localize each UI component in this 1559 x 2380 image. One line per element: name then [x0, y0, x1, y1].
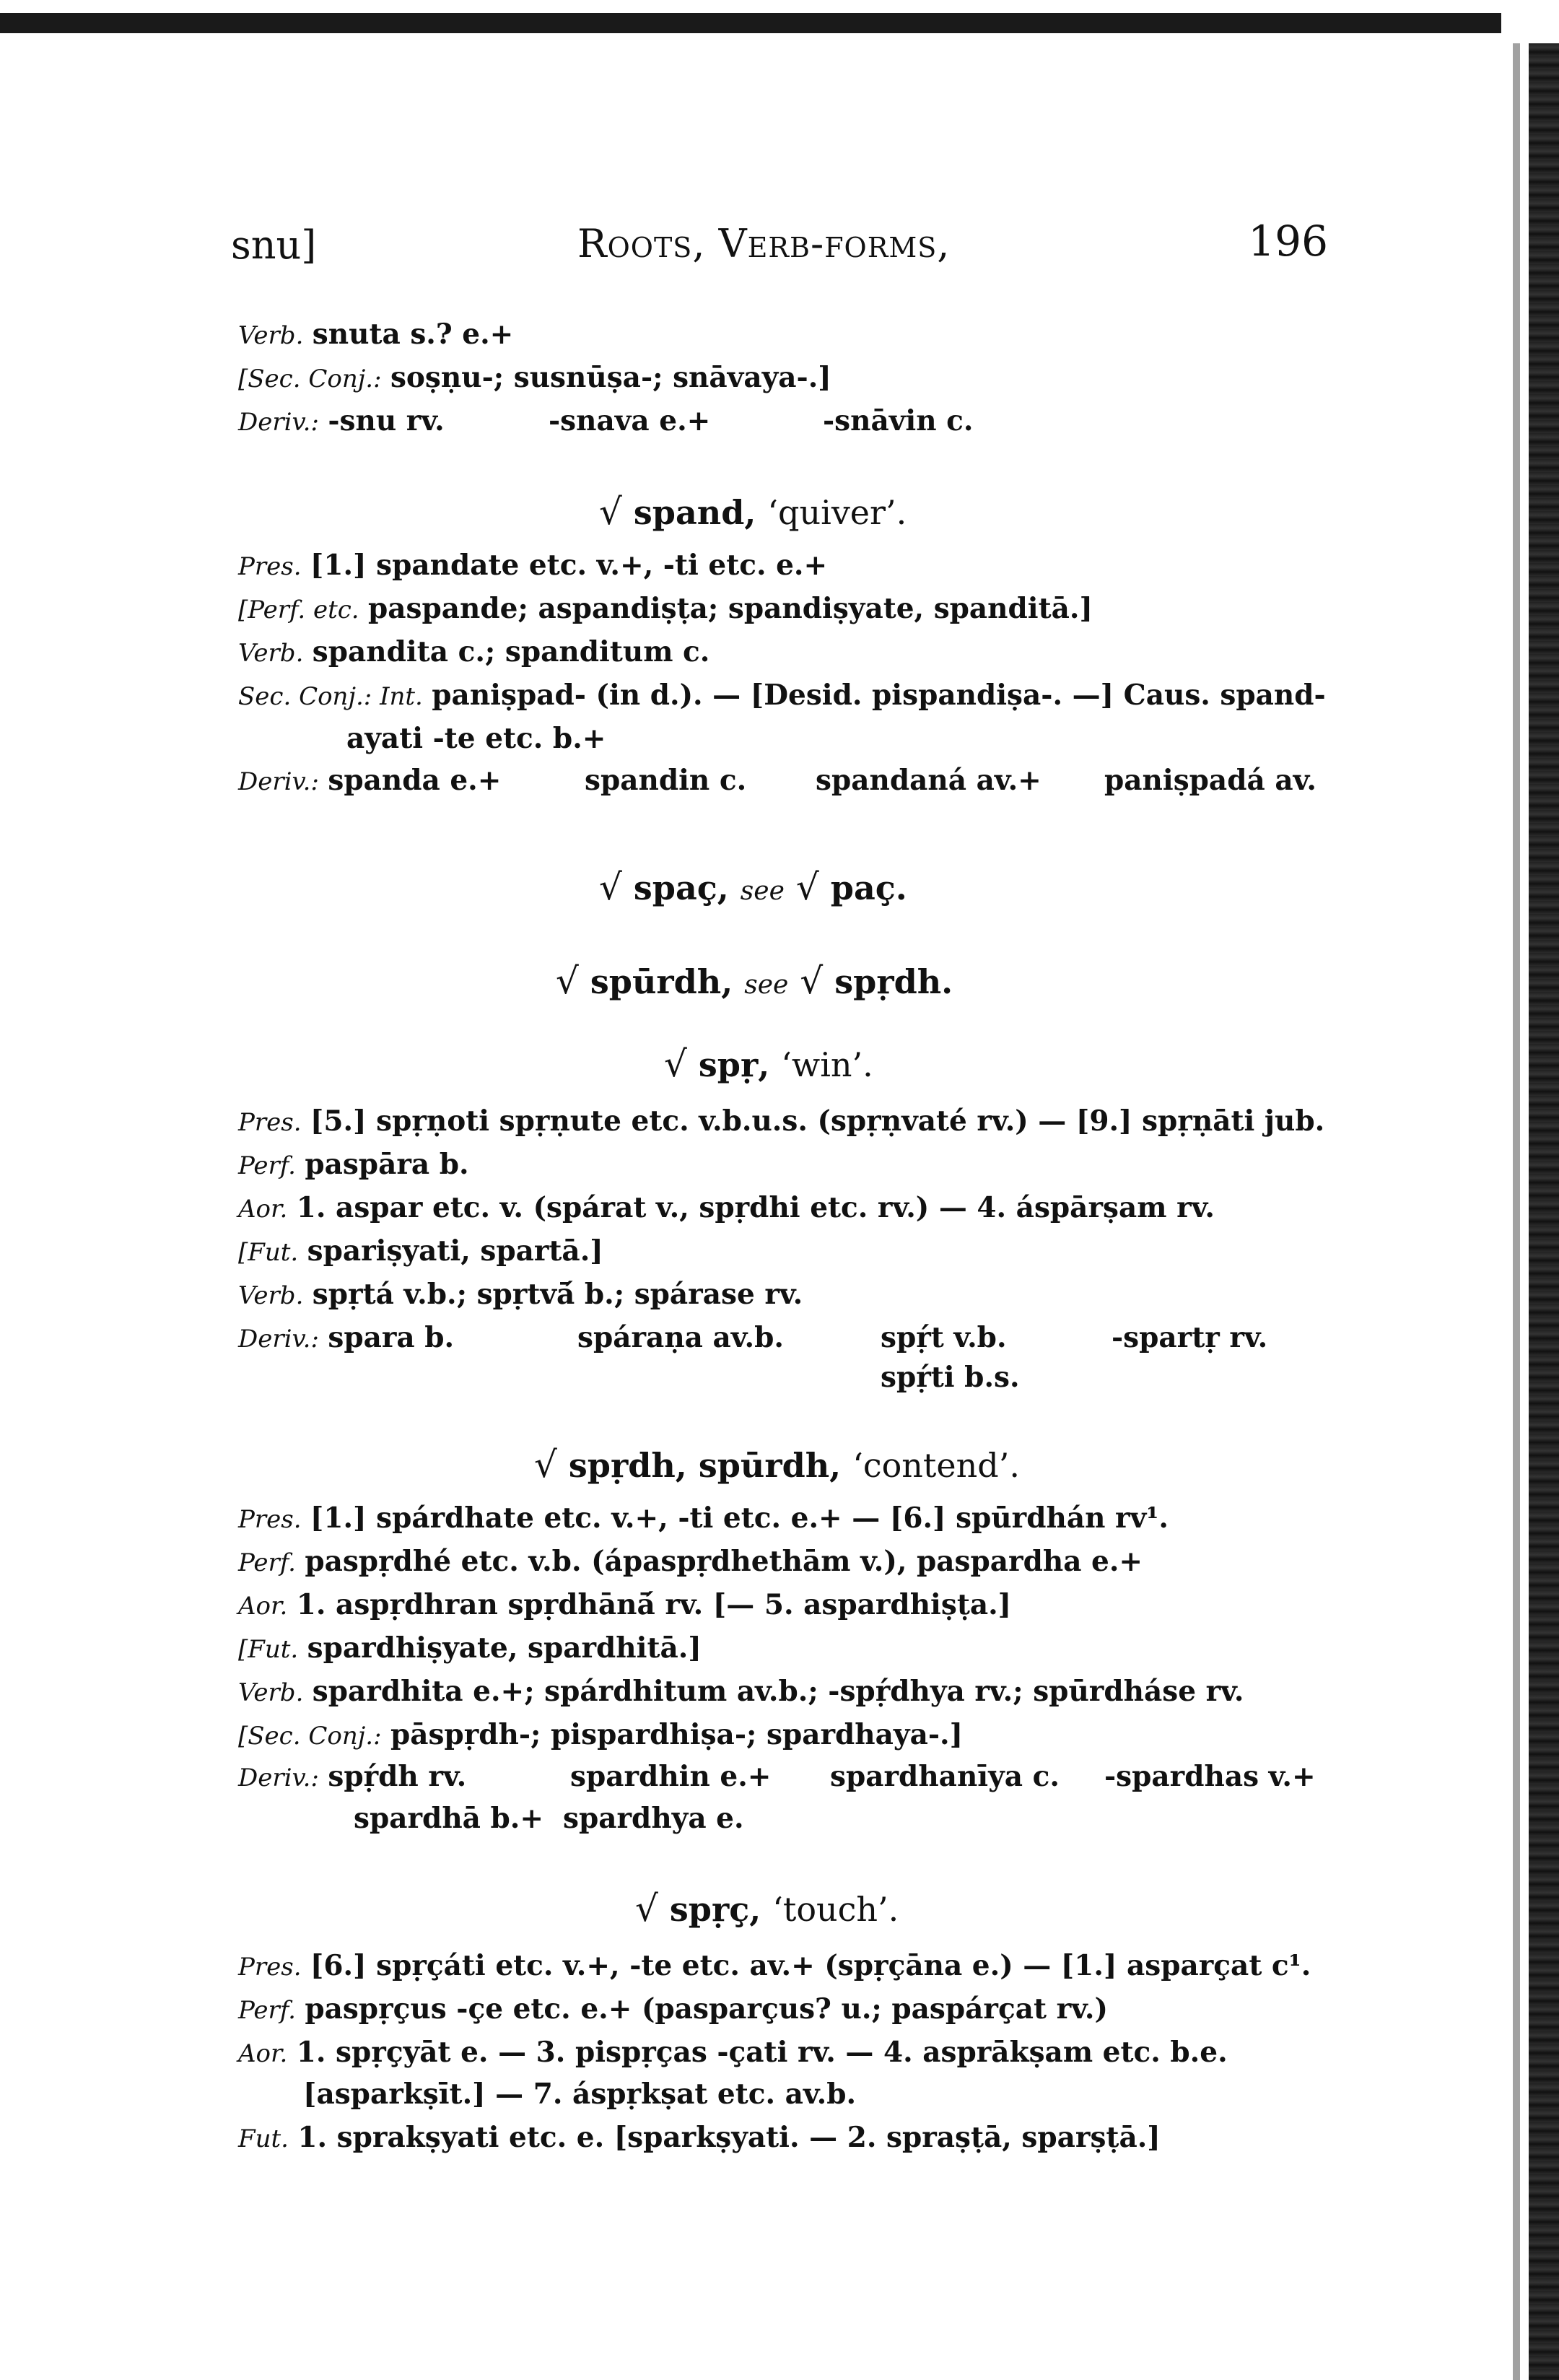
- radical-sign-icon: √: [800, 960, 824, 1002]
- radical-sign-icon: √: [556, 960, 579, 1002]
- root-heading-spurdh: √ spūrdh, see √ spṛdh.: [556, 960, 953, 1002]
- page-number: 196: [1248, 217, 1328, 266]
- sprdh-pres: Pres. [1.] spárdhate etc. v.+, -ti etc. e.+ — [6.] spūrdhán rv¹.: [238, 1501, 1169, 1535]
- snu-deriv-line: Deriv.: -snu rv. -snava e.+ -snāvin c.: [238, 404, 974, 437]
- spand-secconj-cont: ayati -te etc. b.+: [346, 722, 606, 755]
- snu-secconj-line: [Sec. Conj.: soṣṇu-; susnūṣa-; snāvaya-.]: [238, 361, 831, 394]
- root-heading-spr: √ spṛ, ‘win’.: [664, 1043, 873, 1085]
- spand-verb: Verb. spandita c.; spanditum c.: [238, 635, 710, 668]
- spand-perf: [Perf. etc. paspande; aspandiṣṭa; spandiṣyate, spanditā.]: [238, 592, 1093, 625]
- radical-sign-icon: √: [599, 866, 622, 908]
- sprdh-deriv: Deriv.: spṛ́dh rv. spardhin e.+ spardhanīya c. -spardhas v.+: [238, 1760, 1316, 1793]
- spr-pres: Pres. [5.] spṛṇoti spṛṇute etc. v.b.u.s. (spṛṇvaté rv.) — [9.] spṛṇāti jub.: [238, 1104, 1325, 1138]
- sprdh-secconj: [Sec. Conj.: pāspṛdh-; pispardhiṣa-; spardhaya-.]: [238, 1718, 964, 1751]
- sprc-aor-cont: [asparkṣīt.] — 7. áspṛkṣat etc. av.b.: [303, 2078, 857, 2111]
- sprdh-verb: Verb. spardhita e.+; spárdhitum av.b.; -spṛ́dhya rv.; spūrdháse rv.: [238, 1675, 1244, 1708]
- spand-deriv: Deriv.: spanda e.+ spandin c. spandaná av.+ paniṣpadá av.: [238, 764, 1316, 797]
- spr-verb: Verb. spṛtá v.b.; spṛtvā́ b.; spárase rv.: [238, 1278, 803, 1311]
- header-left: snu]: [231, 222, 317, 268]
- running-header: [231, 217, 1328, 282]
- sprc-fut: Fut. 1. sprakṣyati etc. e. [sparkṣyati. — 2. spraṣṭā, sparṣṭā.]: [238, 2121, 1161, 2154]
- radical-sign-icon: √: [599, 491, 622, 533]
- spr-fut: [Fut. spariṣyati, spartā.]: [238, 1234, 603, 1268]
- sprdh-perf: Perf. paspṛdhé etc. v.b. (ápaspṛdhethām v.), paspardha e.+: [238, 1545, 1143, 1578]
- spr-deriv-cont: spṛ́ti b.s.: [881, 1361, 1020, 1394]
- sprdh-aor: Aor. 1. aspṛdhran spṛdhānā́ rv. [— 5. aspardhiṣṭa.]: [238, 1588, 1012, 1621]
- radical-sign-icon: √: [664, 1043, 687, 1085]
- sprdh-fut: [Fut. spardhiṣyate, spardhitā.]: [238, 1631, 702, 1665]
- sprc-pres: Pres. [6.] spṛçáti etc. v.+, -te etc. av.+ (spṛçāna e.) — [1.] asparçat c¹.: [238, 1949, 1311, 1982]
- root-heading-spac: √ spaç, see √ paç.: [599, 866, 907, 908]
- radical-sign-icon: √: [795, 866, 819, 908]
- sprc-perf: Perf. paspṛçus -çe etc. e.+ (pasparçus? u.; paspárçat rv.): [238, 1992, 1108, 2026]
- radical-sign-icon: √: [635, 1888, 658, 1930]
- spr-deriv: Deriv.: spara b. spáraṇa av.b. spṛ́t v.b. -spartṛ rv.: [238, 1321, 1268, 1354]
- root-heading-sprc: √ spṛç, ‘touch’.: [635, 1888, 899, 1930]
- spr-aor: Aor. 1. aspar etc. v. (spárat v., spṛdhi etc. rv.) — 4. áspārṣam rv.: [238, 1191, 1215, 1224]
- header-title: Roots, Verb-forms,: [577, 221, 951, 266]
- sprdh-deriv-cont: spardhā b.+ spardhya e.: [354, 1802, 744, 1835]
- root-heading-spand: √ spand, ‘quiver’.: [599, 491, 907, 533]
- spr-perf: Perf. paspāra b.: [238, 1148, 469, 1181]
- sprc-aor: Aor. 1. spṛçyāt e. — 3. pispṛças -çati rv. — 4. asprākṣam etc. b.e.: [238, 2036, 1228, 2069]
- radical-sign-icon: √: [534, 1444, 557, 1486]
- snu-verb-line: Verb. snuta s.? e.+: [238, 318, 514, 351]
- spand-pres: Pres. [1.] spandate etc. v.+, -ti etc. e.+: [238, 549, 828, 582]
- spand-secconj: Sec. Conj.: Int. paniṣpad- (in d.). — [Desid. pispandiṣa-. —] Caus. spand-: [238, 679, 1326, 712]
- root-heading-sprdh: √ spṛdh, spūrdh, ‘contend’.: [534, 1444, 1020, 1486]
